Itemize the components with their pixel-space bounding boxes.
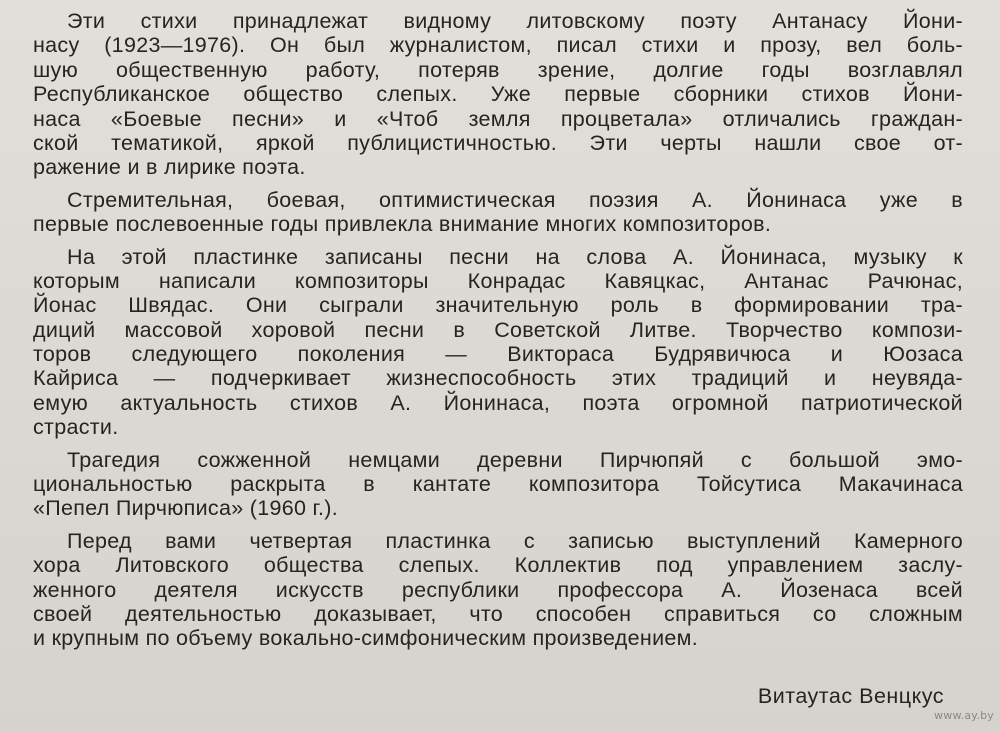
text-line: ражение и в лирике поэта. [33,155,306,180]
text-line: Трагедия сожженной немцами деревни Пирчюпяй с большой эмо- [67,447,963,472]
text-line: Республиканское общество слепых. Уже первые сборники стихов Йони- [33,82,963,107]
paragraph-poetry-style [33,188,963,237]
site-watermark: www.ay.by [934,708,994,722]
text-line: которым написали композиторы Конрадас Кавяцкас, Антанас Рачюнас, [33,268,963,293]
text-line: На этой пластинке записаны песни на слова А. Йонинаса, музыку к [67,244,963,269]
annotation-text-block [33,9,963,659]
paragraph-choir [33,529,963,651]
author-signature: Витаутас Венцкус [757,684,944,708]
paragraph-composers [33,245,963,440]
text-line: хора Литовского общества слепых. Коллектив под управлением заслу- [33,553,963,578]
text-line: своей деятельностью доказывает, что способен справиться со сложным [33,601,963,626]
text-line: женного деятеля искусств республики профессора А. Йозенаса всей [33,577,963,602]
paragraph-cantata [33,448,963,521]
text-line: наса «Боевые песни» и «Чтоб земля процветала» отличались граждан- [33,106,963,131]
text-line: насу (1923—1976). Он был журналистом, писал стихи и прозу, вел боль- [33,33,963,58]
text-line: циональностью раскрыта в кантате композитора Тойсутиса Макачинаса [33,472,963,497]
text-line: Кайриса — подчеркивает жизнеспособность этих традиций и неувяда- [33,366,963,391]
paragraph-about-poet [33,9,963,180]
text-line: ской тематикой, яркой публицистичностью. Эти черты нашли свое от- [33,130,963,155]
text-line: емую актуальность стихов А. Йонинаса, поэта огромной патриотической [33,390,963,415]
text-line: Йонас Швядас. Они сыграли значительную роль в формировании тра- [33,293,963,318]
text-line: шую общественную работу, потеряв зрение, долгие годы возглавлял [33,57,963,82]
text-line: и крупным по объему вокально-симфоническим произведением. [33,626,698,651]
text-line: Стремительная, боевая, оптимистическая поэзия А. Йонинаса уже в [67,187,963,212]
text-line: Перед вами четвертая пластинка с записью выступлений Камерного [67,528,963,553]
text-line: Эти стихи принадлежат видному литовскому поэту Антанасу Йони- [67,9,963,33]
text-line: «Пепел Пирчюписа» (1960 г.). [33,496,339,521]
text-line: первые послевоенные годы привлекла внимание многих композиторов. [33,212,772,237]
text-line: страсти. [33,415,119,440]
text-line: торов следующего поколения — Виктораса Будрявичюса и Юозаса [33,342,963,367]
text-line: диций массовой хоровой песни в Советской Литве. Творчество компози- [33,317,963,342]
